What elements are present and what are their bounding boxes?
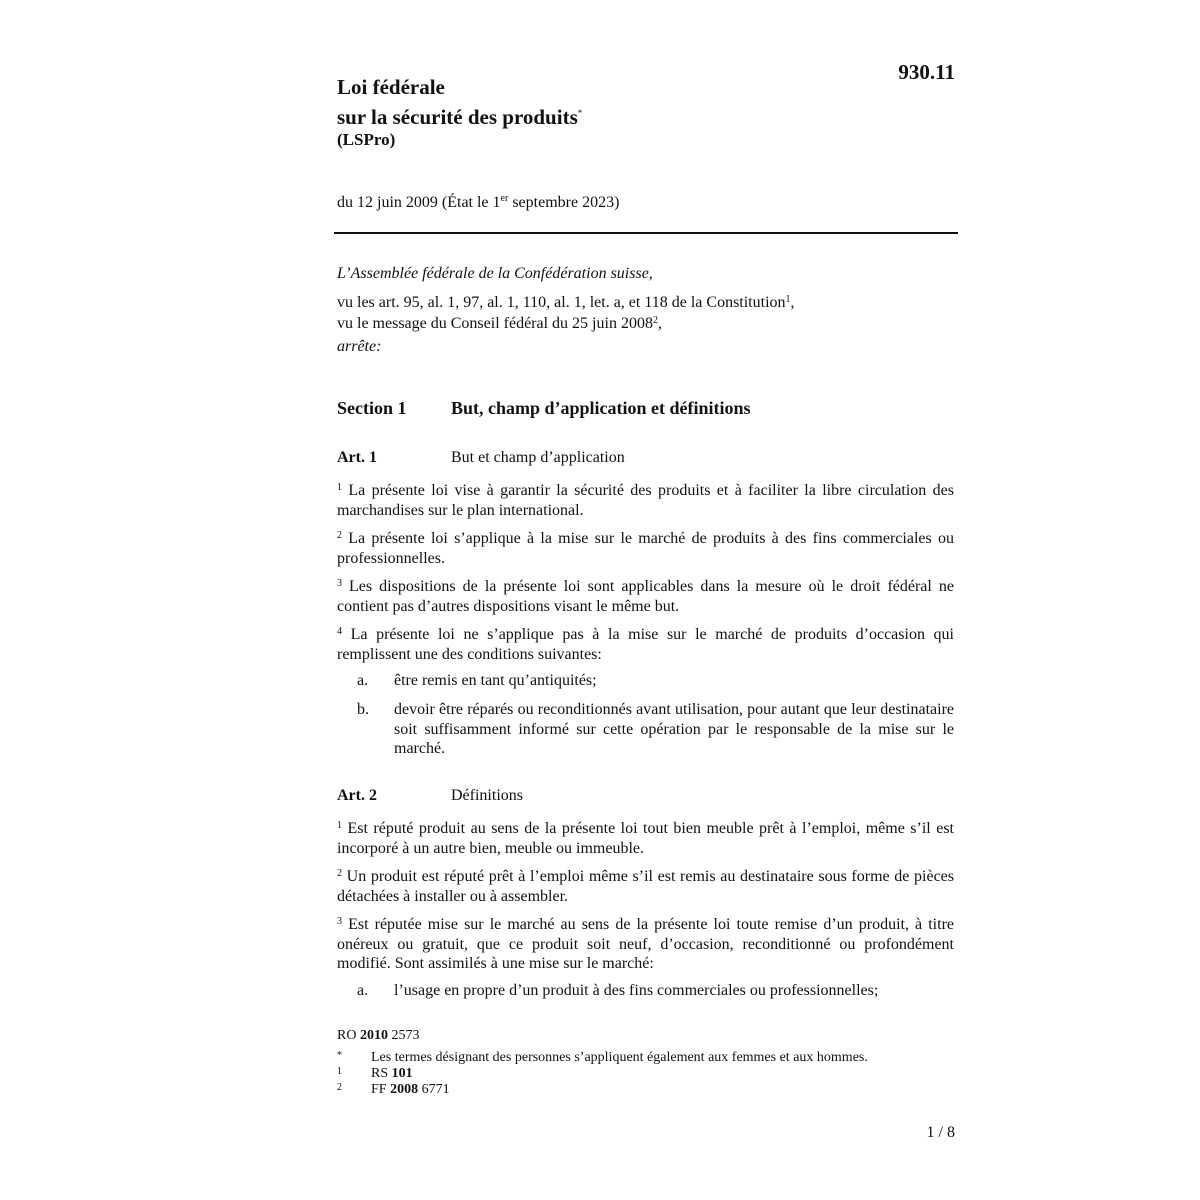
art-2-paragraph-3: $^3$ Est réputée mise sur le marché au sens de la présente loi toute remise d’un produit, à titre onéreux ou gratuit, que ce produit soit neuf, d’occasion, reconditionné ou profondément modifié. Sont assimilés à une mise sur le marché: — [337, 916, 954, 972]
art-1-paragraph-3: $^3$ Les dispositions de la présente loi sont applicables dans la mesure où le droit fédéral ne contient pas d’autres dispositions visant le même but. — [337, 578, 954, 615]
footnote-2: 2 FF 2008 6771 — [337, 1082, 450, 1097]
art-2-list-item-a: a. l’usage en propre d’un produit à des fins commerciales ou professionnelles; — [357, 982, 879, 999]
preamble-vu-message: vu le message du Conseil fédéral du 25 juin 2008$^2$, — [337, 315, 662, 332]
art-1-list-item-b: b. devoir être réparés ou reconditionnés avant utilisation, pour autant que leur destinataire soit suffisamment informé sur cette opération par le responsable de la mise sur le marché. — [357, 701, 954, 757]
footnote-ref-2[interactable]: 2 — [652, 315, 658, 326]
art-1-paragraph-1: $^1$ La présente loi vise à garantir la sécurité des produits et à faciliter la libre circulation des marchandises sur le plan international. — [337, 482, 954, 519]
title-line-2: sur la sécurité des produits* — [337, 105, 583, 129]
preamble-vu-constitution: vu les art. 95, al. 1, 97, al. 1, 110, al. 1, let. a, et 118 de la Constitution$^1$, — [337, 294, 795, 311]
art-1-paragraph-2: $^2$ La présente loi s’applique à la mise sur le marché de produits à des fins commerciales ou professionnelles. — [337, 530, 954, 567]
art-1-list-item-a: a. être remis en tant qu’antiquités; — [357, 672, 597, 689]
section-1-heading: Section 1 But, champ d’application et définitions — [337, 398, 751, 418]
law-abbreviation: (LSPro) — [337, 130, 396, 149]
footnote-ref-1[interactable]: 1 — [785, 294, 791, 305]
law-title — [337, 74, 582, 130]
law-date: du 12 juin 2009 (État le 1er septembre 2023) — [337, 193, 620, 211]
title-footnote-marker[interactable]: * — [577, 108, 583, 118]
footnote-ro: RO 2010 2573 — [337, 1028, 420, 1043]
title-line-1: Loi fédérale — [337, 75, 445, 99]
art-1-paragraph-4: $^4$ La présente loi ne s’applique pas à la mise sur le marché de produits d’occasion qui remplissent une des conditions suivantes: — [337, 626, 954, 663]
document-number: 930.11 — [898, 60, 955, 84]
preamble-decree: arrête: — [337, 338, 382, 355]
header-divider — [334, 232, 958, 234]
page-number: 1 / 8 — [926, 1124, 955, 1141]
art-1-heading: Art. 1 But et champ d’application — [337, 449, 625, 466]
footnote-1: 1 RS 101 — [337, 1066, 413, 1081]
art-2-paragraph-2: $^2$ Un produit est réputé prêt à l’emploi même s’il est remis au destinataire sous forme de pièces détachées à installer ou à assembler. — [337, 868, 954, 905]
footnote-star: * Les termes désignant des personnes s’appliquent également aux femmes et aux hommes. — [337, 1050, 868, 1065]
preamble-authority: L’Assemblée fédérale de la Confédération suisse, — [337, 265, 653, 282]
art-2-paragraph-1: $^1$ Est réputé produit au sens de la présente loi tout bien meuble prêt à l’emploi, même s’il est incorporé à un autre bien, meuble ou immeuble. — [337, 820, 954, 857]
art-2-heading: Art. 2 Définitions — [337, 787, 523, 804]
